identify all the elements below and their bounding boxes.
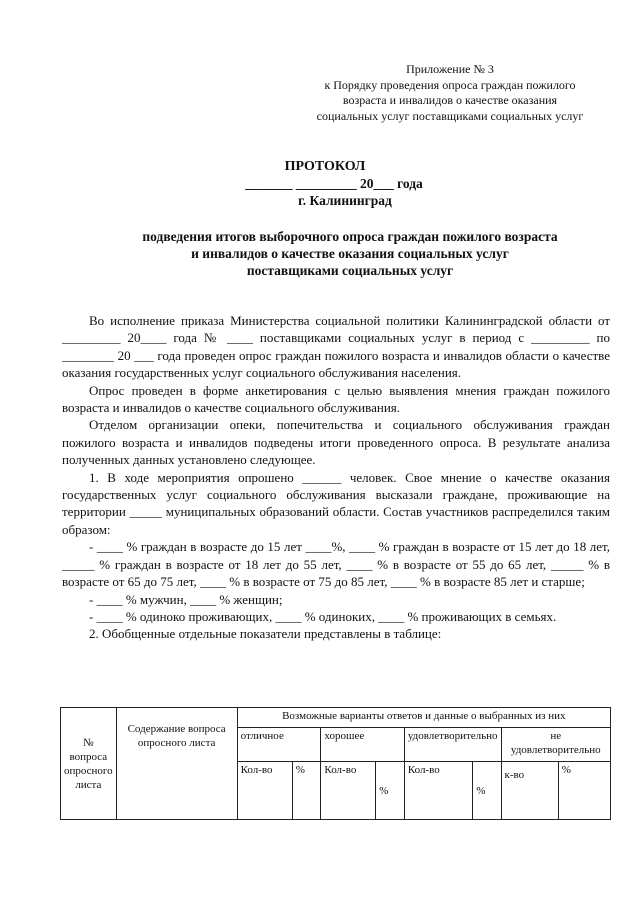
appendix-header: [300, 62, 600, 124]
paragraph: Отделом организации опеки, попечительства и социального обслуживания граждан пожилого возраста и инвалидов подведены итоги проведенного опроса. В результате анализа полученных данных установлено следующее.: [62, 417, 610, 468]
subject-line: подведения итогов выборочного опроса граждан пожилого возраста: [142, 229, 558, 244]
count-cell: Кол-во: [321, 762, 376, 820]
percent-cell: %: [376, 762, 405, 820]
count-cell: Кол-во: [237, 762, 292, 820]
protocol-body: [62, 312, 610, 643]
option-excellent: отличное: [237, 728, 321, 762]
percent-cell: %: [292, 762, 321, 820]
paragraph: 1. В ходе мероприятия опрошено ______ человек. Свое мнение о качестве оказания государственных услуг социального обслуживания высказали граждане, проживающие на территории _____ муниципальных образований области. Состав участников распределился таким образом:: [62, 469, 610, 537]
results-table: [60, 707, 611, 820]
paragraph: Опрос проведен в форме анкетирования с целью выявления мнения граждан пожилого возраста и инвалидов о качестве социального обслуживания.: [62, 382, 610, 416]
header-question-content: Содержание вопроса опросного листа: [116, 708, 237, 820]
option-unsatisfactory: не удовлетворительно: [501, 728, 610, 762]
paragraph: Во исполнение приказа Министерства социальной политики Калининградской области от _________ 20____ года № ____ поставщиками социальных услуг в период с _________ по ________ 20 ___ года проведен опрос граждан пожилого возраста и инвалидов области о качестве оказания государственных услуг социального обслуживания населения.: [62, 313, 610, 381]
header-answer-options: Возможные варианты ответов и данные о выбранных из них: [237, 708, 610, 728]
percent-cell: %: [558, 762, 610, 820]
paragraph: - ____ % одиноко проживающих, ____ % одиноких, ____ % проживающих в семьях.: [89, 608, 557, 624]
option-good: хорошее: [321, 728, 404, 762]
appendix-line: к Порядку проведения опроса граждан пожилого: [324, 77, 576, 92]
subject-line: и инвалидов о качестве оказания социальных услуг: [191, 246, 509, 261]
subject-line: поставщиками социальных услуг: [246, 263, 454, 278]
document-heading: ПРОТОКОЛ: [284, 159, 366, 174]
protocol-title: [0, 158, 640, 209]
count-cell: Кол-во: [404, 762, 473, 820]
date-line: _______ _________ 20___ года: [245, 176, 423, 191]
appendix-line: возраста и инвалидов о качестве оказания: [342, 93, 558, 107]
appendix-line: социальных услуг поставщиками социальных услуг: [316, 108, 584, 123]
protocol-subject: [50, 228, 640, 279]
header-question-number: № вопроса опросного листа: [61, 708, 117, 820]
paragraph: - ____ % граждан в возрасте до 15 лет ____%, ____ % граждан в возрасте от 15 лет до 18 лет, _____ % граждан в возрасте от 18 лет до 55 лет, ____ % в возрасте от 55 до 65 лет, _____ % в возрасте от 65 до 75 лет, ____ % в возрасте от 75 до 85 лет, ____ % в возрасте 85 лет и старше;: [62, 539, 610, 590]
paragraph: 2. Обобщенные отдельные показатели представлены в таблице:: [89, 626, 442, 642]
option-satisfactory: удовлетворительно: [404, 728, 501, 762]
count-cell: к-во: [501, 762, 558, 820]
city-line: г. Калининград: [298, 193, 392, 208]
percent-cell: %: [473, 762, 501, 820]
paragraph: - ____ % мужчин, ____ % женщин;: [89, 591, 283, 607]
appendix-number: Приложение № 3: [406, 62, 494, 76]
